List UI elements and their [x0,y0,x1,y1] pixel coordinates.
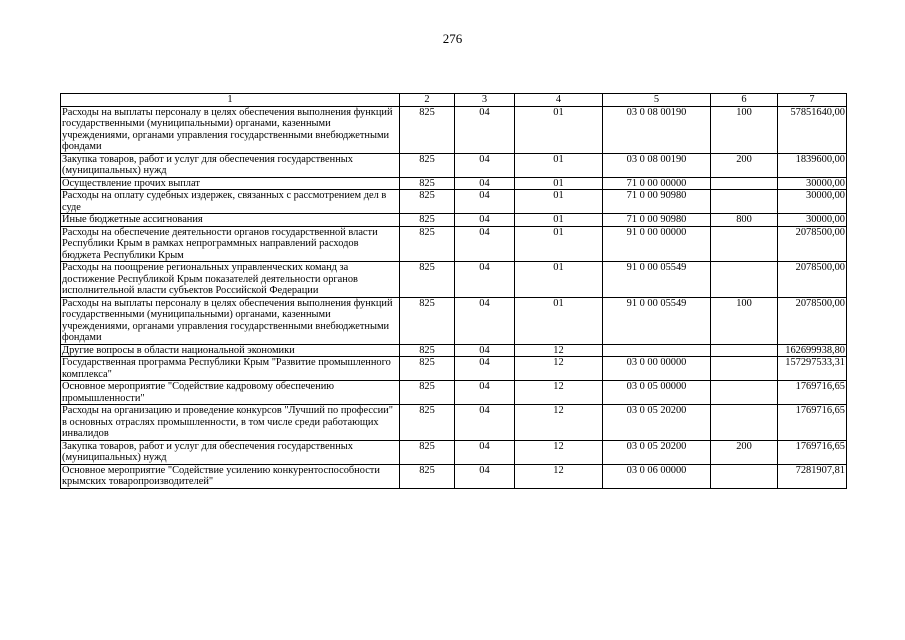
cell-amount: 1769716,65 [778,405,847,441]
cell-col-5: 91 0 00 00000 [603,226,711,262]
cell-col-2: 825 [400,262,455,298]
column-header: 6 [711,94,778,107]
row-description: Закупка товаров, работ и услуг для обеспечения государственных (муниципальных) нужд [61,153,400,177]
cell-col-6: 200 [711,440,778,464]
cell-col-2: 825 [400,153,455,177]
row-description: Другие вопросы в области национальной экономики [61,344,400,357]
cell-col-6 [711,177,778,190]
table-row [61,262,847,298]
cell-amount: 57851640,00 [778,106,847,153]
row-description: Расходы на выплаты персоналу в целях обеспечения выполнения функций государственными (муниципальными) органами, казенными учреждениями, органами управления государственными внебюджетными фондами [61,106,400,153]
cell-col-6 [711,226,778,262]
cell-col-3: 04 [455,214,515,227]
cell-col-5 [603,344,711,357]
cell-col-4: 01 [515,190,603,214]
budget-table [60,93,847,489]
cell-col-5: 03 0 06 00000 [603,464,711,488]
cell-col-3: 04 [455,381,515,405]
header-row [61,94,847,107]
table-row [61,464,847,488]
table-row [61,177,847,190]
cell-col-2: 825 [400,405,455,441]
cell-col-3: 04 [455,344,515,357]
cell-col-2: 825 [400,226,455,262]
cell-col-6 [711,357,778,381]
table-body [61,106,847,488]
cell-col-4: 12 [515,464,603,488]
row-description: Расходы на поощрение региональных управленческих команд за достижение Республикой Крым показателей деятельности органов исполнительной власти субъектов Российской Федерации [61,262,400,298]
cell-col-2: 825 [400,381,455,405]
cell-col-3: 04 [455,297,515,344]
column-header: 2 [400,94,455,107]
table-row [61,297,847,344]
cell-col-4: 01 [515,214,603,227]
cell-col-2: 825 [400,106,455,153]
cell-col-2: 825 [400,297,455,344]
cell-amount: 30000,00 [778,190,847,214]
cell-col-4: 12 [515,357,603,381]
cell-col-6: 800 [711,214,778,227]
row-description: Основное мероприятие "Содействие усилению конкурентоспособности крымских товаропроизводителей" [61,464,400,488]
cell-col-5: 91 0 00 05549 [603,297,711,344]
cell-amount: 1769716,65 [778,381,847,405]
table-row [61,226,847,262]
cell-col-2: 825 [400,214,455,227]
cell-col-2: 825 [400,190,455,214]
cell-col-5: 03 0 08 00190 [603,106,711,153]
table-row [61,344,847,357]
cell-col-3: 04 [455,357,515,381]
cell-col-2: 825 [400,464,455,488]
cell-col-2: 825 [400,440,455,464]
cell-col-6: 200 [711,153,778,177]
cell-amount: 2078500,00 [778,297,847,344]
cell-amount: 157297533,31 [778,357,847,381]
cell-col-2: 825 [400,357,455,381]
cell-amount: 7281907,81 [778,464,847,488]
cell-col-4: 12 [515,405,603,441]
cell-col-4: 01 [515,177,603,190]
cell-amount: 30000,00 [778,177,847,190]
row-description: Иные бюджетные ассигнования [61,214,400,227]
cell-col-6 [711,344,778,357]
cell-col-5: 03 0 05 20200 [603,440,711,464]
cell-col-6 [711,405,778,441]
cell-col-5: 71 0 00 00000 [603,177,711,190]
row-description: Основное мероприятие "Содействие кадровому обеспечению промышленности" [61,381,400,405]
cell-col-4: 01 [515,226,603,262]
cell-col-5: 91 0 00 05549 [603,262,711,298]
cell-col-4: 12 [515,344,603,357]
cell-col-2: 825 [400,344,455,357]
cell-col-4: 01 [515,262,603,298]
cell-col-5: 71 0 00 90980 [603,214,711,227]
column-header: 4 [515,94,603,107]
cell-col-3: 04 [455,177,515,190]
table-row [61,440,847,464]
cell-col-3: 04 [455,440,515,464]
row-description: Расходы на выплаты персоналу в целях обеспечения выполнения функций государственными (муниципальными) органами, казенными учреждениями, органами управления государственными внебюджетными фондами [61,297,400,344]
cell-amount: 2078500,00 [778,262,847,298]
cell-col-3: 04 [455,262,515,298]
cell-col-5: 03 0 05 20200 [603,405,711,441]
cell-col-6 [711,190,778,214]
cell-col-4: 01 [515,297,603,344]
table-row [61,214,847,227]
cell-col-6 [711,464,778,488]
cell-col-3: 04 [455,405,515,441]
row-description: Осуществление прочих выплат [61,177,400,190]
cell-col-5: 03 0 08 00190 [603,153,711,177]
column-header: 1 [61,94,400,107]
cell-amount: 1769716,65 [778,440,847,464]
cell-amount: 30000,00 [778,214,847,227]
cell-col-4: 01 [515,106,603,153]
cell-amount: 2078500,00 [778,226,847,262]
cell-col-4: 12 [515,381,603,405]
table-row [61,405,847,441]
cell-col-2: 825 [400,177,455,190]
cell-col-4: 01 [515,153,603,177]
row-description: Расходы на обеспечение деятельности органов государственной власти Республики Крым в рамках непрограммных направлений расходов бюджета Республики Крым [61,226,400,262]
table-row [61,190,847,214]
cell-col-3: 04 [455,190,515,214]
cell-col-3: 04 [455,153,515,177]
page-number: 276 [442,31,463,46]
table-row [61,381,847,405]
cell-col-6 [711,381,778,405]
cell-amount: 162699938,80 [778,344,847,357]
table-row [61,153,847,177]
cell-amount: 1839600,00 [778,153,847,177]
row-description: Расходы на организацию и проведение конкурсов "Лучший по профессии" в основных отраслях промышленности, в том числе среди работающих инвалидов [61,405,400,441]
row-description: Государственная программа Республики Крым "Развитие промышленного комплекса" [61,357,400,381]
cell-col-3: 04 [455,226,515,262]
cell-col-3: 04 [455,106,515,153]
row-description: Закупка товаров, работ и услуг для обеспечения государственных (муниципальных) нужд [61,440,400,464]
cell-col-3: 04 [455,464,515,488]
column-header: 7 [778,94,847,107]
column-header: 5 [603,94,711,107]
cell-col-6 [711,262,778,298]
table-row [61,106,847,153]
row-description: Расходы на оплату судебных издержек, связанных с рассмотрением дел в суде [61,190,400,214]
cell-col-4: 12 [515,440,603,464]
table-row [61,357,847,381]
cell-col-6: 100 [711,106,778,153]
cell-col-5: 71 0 00 90980 [603,190,711,214]
cell-col-5: 03 0 00 00000 [603,357,711,381]
cell-col-6: 100 [711,297,778,344]
column-header: 3 [455,94,515,107]
cell-col-5: 03 0 05 00000 [603,381,711,405]
